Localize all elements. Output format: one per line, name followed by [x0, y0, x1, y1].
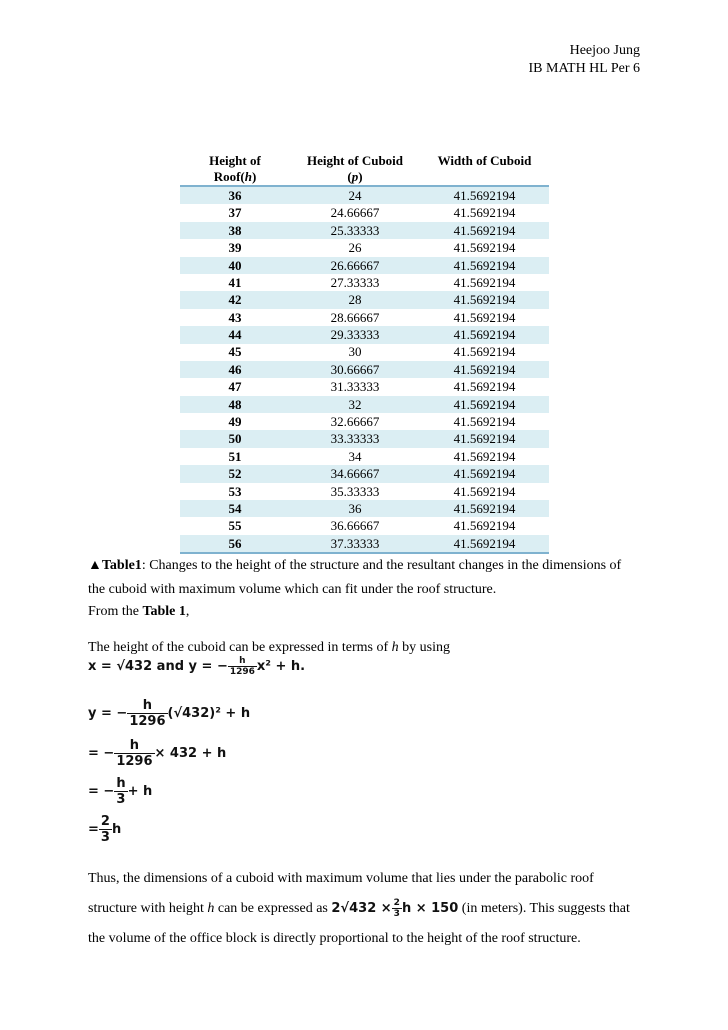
- table-row: [180, 448, 549, 465]
- cell-cuboid-height: 24.66667: [330, 205, 380, 221]
- course-name: IB MATH HL Per 6: [528, 61, 640, 76]
- cell-cuboid-width: 41.5692194: [453, 274, 516, 290]
- table-row: [180, 239, 549, 256]
- equation-step-1: y = − $\frac{h}{1296}$ (√432)² + h: [88, 698, 251, 729]
- equation-step-4: = $\frac{2}{3}$ h: [88, 814, 122, 845]
- cell-cuboid-width: 41.5692194: [453, 379, 516, 395]
- table-row: [180, 204, 549, 221]
- cell-cuboid-width: 41.5692194: [453, 483, 516, 499]
- cell-cuboid-height: 28: [290, 291, 420, 308]
- cell-roof-height: 49: [228, 414, 242, 430]
- cell-cuboid-height: 31.33333: [330, 379, 380, 395]
- cell-cuboid-width: 41.5692194: [420, 186, 549, 204]
- cell-cuboid-width: 41.5692194: [453, 344, 516, 360]
- table-row: [180, 186, 549, 204]
- cell-cuboid-height: 35.33333: [330, 483, 380, 499]
- equation-step-3: = − $\frac{h}{3}$ + h: [88, 776, 153, 807]
- cell-cuboid-height: 36: [290, 500, 420, 517]
- cell-roof-height: 36: [180, 186, 290, 204]
- table-row: [180, 274, 549, 291]
- cell-roof-height: 41: [228, 274, 242, 290]
- cell-cuboid-width: 41.5692194: [453, 518, 516, 534]
- cell-roof-height: 56: [180, 535, 290, 553]
- caption-text: : Changes to the height of the structure and the resultant changes in the dimensions of the cuboid with maximum volume which can fit under the roof structure.: [88, 558, 622, 597]
- cell-roof-height: 55: [228, 518, 242, 534]
- cell-roof-height: 45: [228, 344, 242, 360]
- table-row: [180, 483, 549, 500]
- equation-given: x = √432 and y = − $\frac{h}{1296}$ x² + h.: [88, 656, 306, 677]
- cell-cuboid-width: 41.5692194: [420, 257, 549, 274]
- cell-cuboid-width: 41.5692194: [420, 500, 549, 517]
- cell-cuboid-height: 36.66667: [330, 518, 380, 534]
- table-row: [180, 326, 549, 343]
- table-row: [180, 257, 549, 274]
- cell-roof-height: 47: [228, 379, 242, 395]
- table-header-row: [180, 151, 549, 186]
- cell-roof-height: 53: [228, 483, 242, 499]
- table-row: [180, 396, 549, 413]
- header-width-of-cuboid: Width of Cuboid: [437, 153, 532, 168]
- equation-step-2: = − $\frac{h}{1296}$ × 432 + h: [88, 738, 227, 769]
- header-height-of-roof: Height of Roof(h): [209, 153, 261, 184]
- table-row: [180, 361, 549, 378]
- cell-cuboid-height: 25.33333: [290, 222, 420, 239]
- cell-cuboid-height: 37.33333: [290, 535, 420, 553]
- dimension-expression: 2√432 × $\frac{2}{3}$ h × 150: [331, 898, 459, 919]
- table-row: [180, 291, 549, 308]
- table-row: [180, 413, 549, 430]
- cell-cuboid-height: 32: [290, 396, 420, 413]
- table-row: [180, 535, 549, 553]
- table-row: [180, 344, 549, 361]
- cell-cuboid-height: 30.66667: [290, 361, 420, 378]
- cell-cuboid-height: 33.33333: [290, 430, 420, 447]
- table-row: [180, 430, 549, 447]
- author-name: Heejoo Jung: [569, 43, 640, 58]
- cell-cuboid-width: 41.5692194: [420, 326, 549, 343]
- table-row: [180, 517, 549, 534]
- cell-cuboid-width: 41.5692194: [453, 414, 516, 430]
- caption-label: ▲Table1: [88, 558, 142, 573]
- cell-cuboid-height: 26.66667: [290, 257, 420, 274]
- cell-cuboid-height: 27.33333: [330, 274, 380, 290]
- table-row: [180, 309, 549, 326]
- cell-cuboid-height: 26: [348, 240, 362, 256]
- cell-roof-height: 44: [180, 326, 290, 343]
- paragraph-from-table: From the Table 1,: [88, 604, 190, 619]
- table-row: [180, 222, 549, 239]
- cell-cuboid-width: 41.5692194: [420, 465, 549, 482]
- cell-cuboid-width: 41.5692194: [420, 396, 549, 413]
- cell-roof-height: 38: [180, 222, 290, 239]
- table-row: [180, 500, 549, 517]
- paragraph-conclusion: Thus, the dimensions of a cuboid with maximum volume that lies under the parabolic roof structure with height h can be expressed as 2√432 × $\frac{2}{3}$ h × 150 (in meters). This suggests that the volume of the office block is directly proportional to the height of the roof structure.: [88, 871, 630, 946]
- paragraph-height-expression: The height of the cuboid can be expressed in terms of h by using: [88, 640, 450, 655]
- table-row: [180, 378, 549, 395]
- data-table: [180, 151, 549, 554]
- cell-cuboid-width: 41.5692194: [420, 361, 549, 378]
- table-caption: [88, 554, 640, 602]
- cell-roof-height: 42: [180, 291, 290, 308]
- cell-cuboid-height: 32.66667: [330, 414, 380, 430]
- cell-roof-height: 48: [180, 396, 290, 413]
- cell-cuboid-width: 41.5692194: [420, 430, 549, 447]
- cell-cuboid-width: 41.5692194: [453, 309, 516, 325]
- cell-roof-height: 40: [180, 257, 290, 274]
- cell-roof-height: 46: [180, 361, 290, 378]
- table-row: [180, 465, 549, 482]
- cell-roof-height: 50: [180, 430, 290, 447]
- cell-cuboid-width: 41.5692194: [420, 535, 549, 553]
- cell-cuboid-height: 28.66667: [330, 309, 380, 325]
- header-height-of-cuboid: Height of Cuboid (p): [306, 153, 404, 184]
- cell-cuboid-width: 41.5692194: [453, 205, 516, 221]
- cell-cuboid-width: 41.5692194: [453, 240, 516, 256]
- cell-cuboid-height: 24: [290, 186, 420, 204]
- cell-cuboid-width: 41.5692194: [420, 291, 549, 308]
- cell-cuboid-width: 41.5692194: [453, 448, 516, 464]
- page-header: [529, 42, 640, 78]
- cell-roof-height: 51: [228, 448, 242, 464]
- cell-cuboid-height: 29.33333: [290, 326, 420, 343]
- cell-cuboid-height: 34: [348, 448, 362, 464]
- cell-roof-height: 54: [180, 500, 290, 517]
- cell-cuboid-height: 34.66667: [290, 465, 420, 482]
- cell-roof-height: 39: [228, 240, 242, 256]
- cell-roof-height: 37: [228, 205, 242, 221]
- cell-cuboid-height: 30: [348, 344, 362, 360]
- cell-roof-height: 52: [180, 465, 290, 482]
- cell-roof-height: 43: [228, 309, 242, 325]
- cell-cuboid-width: 41.5692194: [420, 222, 549, 239]
